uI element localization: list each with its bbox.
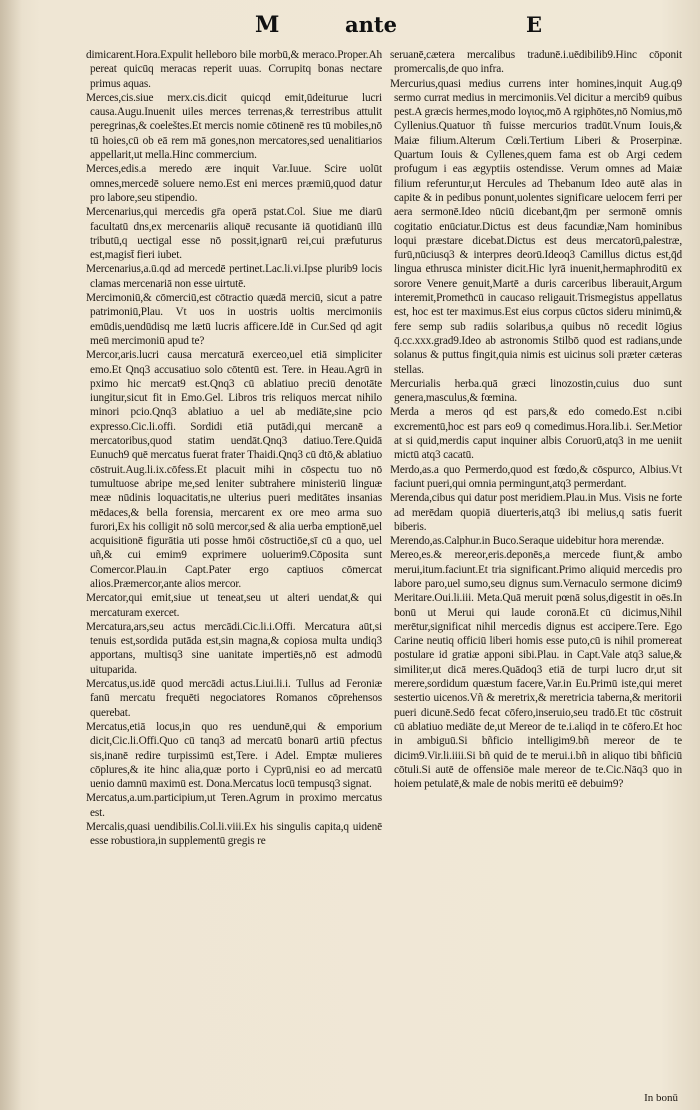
entry-paragraph: Mercatus,a.um.participium,ut Teren.Agrum in proximo mercatus est. [86, 792, 382, 819]
entry-paragraph: Mercatura,ars,seu actus mercādi.Cic.li.i.Offi. Mercatura aūt,si tenuis est,sordida putāda est,sin magna,& copiosa multa undiq3 apportans, multisq3 sine uanitate impertiēs,nō est admodū uituparida. [86, 620, 382, 676]
entry-paragraph: Mercurius,quasi medius currens inter homines,inquit Aug.q9 sermo currat medius in mercimoniis.Vel dicitur a mercib9 quibus pest.A græcis hermes,modo loγιος,mō A rgiphōtes,nō Nomius,mō Cyllenius.Quatuor tñ fuisse mercurios tradūt.Vnum Iouis,& Maiæ filium.Alterum Cœli.Tertium Liberi & Proserpinæ. Quartum Iouis & Cyllenes,quem fama est ob Argi cedem profugum i eas ægyptiis ostendisse. Verum omnes ad Maiæ filium referuntur,ut Hercules ad Thebanum Ideo autē alas in capite & in pedibus ponunt,uolentes significare uelocem ferri per aera sermonē.Ideo nūciū dicebant,q̄m per sermonē omnis cogitatio enūciatur.Dictus est deus facundiæ,Nam hominibus loqui præstare dicebat.Dictus est deus mercatorū,palestræ, furū,nūciusq3 & interpres deorū.Ideoq3 Camillus dictus est,q̄d lingua ethrusca minister dicit.Hic lyrā inuenit,hermaphroditū ex sorore Venere genuit,Martē a duris carceribus liberauit,Argum interemit,Promethcū in caucaso religauit.Trismegistus appellatus est, hoc est ter maximus.Est eius corpus cūctos sideru minimū,& fere semp sub radiis solaribus,a quibus nō recedit lōgius q̄.cc.xxx.grad9.Ideo ab astronomis Stilbō quod est radians,unde solanus & puttus fingit,quia nimis est uicinus soli præter cæteras stellas. [390, 77, 682, 376]
entry-paragraph: Mercatus,us.idē quod mercādi actus.Liui.li.i. Tullus ad Feroniæ fanū mercatu frequēti negociatores Romanos cōprehensos querebat. [86, 678, 382, 719]
header-section-letter: E [526, 12, 543, 37]
entry-paragraph: Merces,cis.siue merx.cis.dicit quicqd emit,ūdeiturue lucri causa.Augu.Inuenit uiles merces terrenas,& terrestribus attulit peregrinas,& coeleštes.Et mercis nomie cōtinenē res tū mobiles,nō tū hoies,cū ob eā rem mā gones,non mercatores,sed uenalitiarios appellarit,ut mella.Hinc commercium. [86, 91, 382, 162]
header-letter: M [255, 12, 280, 38]
entry-paragraph: Mercenarius,a.ū.qd ad mercedē pertinet.Lac.li.vi.Ipse plurib9 locis clamas mercenariā non esse uirtutē. [86, 263, 382, 290]
entry-paragraph: Mereo,es.& mereor,eris.deponēs,a mercede fiunt,& ambo merui,itum.faciunt.Et tria significant.Primo aliquid mercedis pro labore paro,uel sumo,seu dignus sum.Vernaculo sermone dicim9 Meritare.Oui.li.iii. Meta.Quā meruit pœnā solus,digestit in oēs.In bonū ut Merui qui laude coronā.Et cū dicimus,Nihil merētur,significat nihil mercedis dignus est accipere.Tere. Ego Carine neutiq officiū liberi homis esse puto,cū is nihil promereat postulare id gratiæ apponi sibi.Plau. in Capt.Vale atq3 salue,& similiter,ut dicā meres.Quādoq3 etiā de turpi lucro dr,ut sit merere,sordidum quæstum facere,Var.in Eu.Primū iste,qui meret sestertio uicenos.Vñ & meretrix,& meretricia taberna,& meritorii pueri dicunē.Sedō fecat cōfero,inseruio,seu tradō.Et tūc cōstruit cū ablatiuo mediāte de,ut Mereor de te.i.aliqd in te cōfero.Et hoc in ambiguū.Si bñficio intelligim9.bñ mereor de te dicim9.Vir.li.iiii.Si bñ quid de te merui.i.bñ in aliquo tibi bñficiū cōtuli.Si autē de offensiōe male mereor de te.Cic.Nāq3 quo in hoiem petulatē,& male de nobis meritū eē debuim9? [390, 549, 682, 791]
right-text-column [390, 48, 682, 791]
entry-paragraph: Merdo,as.a quo Permerdo,quod est fœdo,& cōspurco, Albius.Vt faciunt pueri,qui omnia permingunt,atq3 permerdant. [390, 463, 682, 490]
entry-paragraph: Merenda,cibus qui datur post meridiem.Plau.in Mus. Visis ne forte ad merēdam quopiā diuerteris,atq3 ibi melius,q satis fuerit biberis. [390, 492, 682, 533]
entry-paragraph: Mercatus,etiā locus,in quo res uendunē,qui & emporium dicit,Cic.li.Offi.Quo cū tanq3 ad mercatū bonarū artiū pfectus sis,inanē redire turpissimū est,Tere. i Adel. Emptæ mulieres cōplures,& ite hinc alia,quæ porto i Cyprū,nisi eo ad mercatū uenio damnū maximū est. Dona.Mercatus locū tempusq3 signat. [86, 720, 382, 791]
left-text-column [86, 48, 382, 849]
entry-paragraph: Mercalis,quasi uendibilis.Col.li.viii.Ex his singulis capita,q uidenē esse robustiora,in supplementū gregis re [86, 821, 382, 848]
entry-paragraph: seruanē,cætera mercalibus tradunē.i.uēdibilib9.Hinc cōponit promercalis,de quo infra. [390, 49, 682, 76]
header-word: ante [345, 12, 397, 37]
entry-paragraph: Mercator,qui emit,siue ut teneat,seu ut alteri uendat,& qui mercaturam exercet. [86, 592, 382, 619]
entry-paragraph: Mercor,aris.lucri causa mercaturā exerceo,uel etiā simpliciter emo.Et Qnq3 accusatiuo solo cōtentū est. Tere. in Heau.Agrū in pximo hic mercat9 est.Qnq3 cū ablatiuo preciū denotāte iungitur,sicut fit in Emo.Gel. Libros tris reliquos mercat nihilo minori pcio.Qnq3 ablatiuo a uel ab mediāte,sine pcio expresso.Cic.li.offi. Sordidi etiā putādi,qui mercanē a mercatoribus,quod statim uendāt.Qnq3 datiuo.Tere.Quidā Eunuch9 quē mercatus fuerat frater Thaidi.Qnq3 cū dtō,& ablatiuo cōstruit.Aug.li.ix.cōfess.Et placuit mihi in cōspectu tuo nō tumultuose abripe me,sed leniter subtrahere ministeriū linguæ meæ nūdinis loquacitatis,ne ulterius pueri meditātes insanias mēdaces,& bella forensia, mercarent ex ore meo arma suo furori,Ex his colligit nō solū mercor,sed & alia uerba emptionē,uel acquisitionē figurātia uti posse hmōi cōstructiōe,sī cū a quo, uel uñ,& cui emim9 exprimere uoluerim9.Cōposita sunt Comercor.Plau.in Capt.Pater ergo captiuos cōmercat alios.Præmercor,ante alios mercor. [86, 349, 382, 590]
entry-paragraph: Mercurialis herba.quā græci linozostin,cuius duo sunt genera,masculus,& fœmina. [390, 377, 682, 405]
entry-paragraph: Mercimoniū,& cōmerciū,est cōtractio quædā merciū, sicut a patre patrimoniū,Plau. Vt uos in uostris uoltis mercimoniis emūdis,uendūdisq me lætū lucris afficere.Idē in Cur.Sed qd agit meū mercimoniū apud te? [86, 292, 382, 347]
entry-paragraph: Merda a meros qd est pars,& edo comedo.Est n.cibi excrementū,hoc est pars eo9 q comedimus.Hora.lib.i. Ser.Metior at si quid,merdis caput inquiner albis Coruorū,atq3 in me ueniit mictū atq3 cacatū. [390, 406, 682, 462]
entry-paragraph: Merendo,as.Calphur.in Buco.Seraque uidebitur hora merendæ. [390, 535, 664, 548]
catchword: In bonū [644, 1092, 678, 1104]
entry-paragraph: Mercenarius,qui mercedis gr̄a operā pstat.Col. Siue me diarū facultatū dns,ex mercenariis aliquē recusante iā quotidianū illū tributū,q uectigal esse nō possit,ignarū rei,cui præfuturus est,magist̄ fieri iubet. [86, 206, 382, 262]
entry-paragraph: Merces,edis.a meredo ære inquit Var.Iuue. Scire uolūt omnes,mercedē soluere nemo.Est eni merces præmiū,quod datur pro labore,seu stipendio. [86, 163, 382, 204]
binding-shadow [0, 0, 22, 1110]
entry-paragraph: dimicarent.Hora.Expulit helleboro bile morbū,& meraco.Proper.Ah pereat quicūq meracas reperit uuas. Corrupitq bonas nectare primus aquas. [86, 49, 382, 90]
running-header [0, 10, 700, 46]
